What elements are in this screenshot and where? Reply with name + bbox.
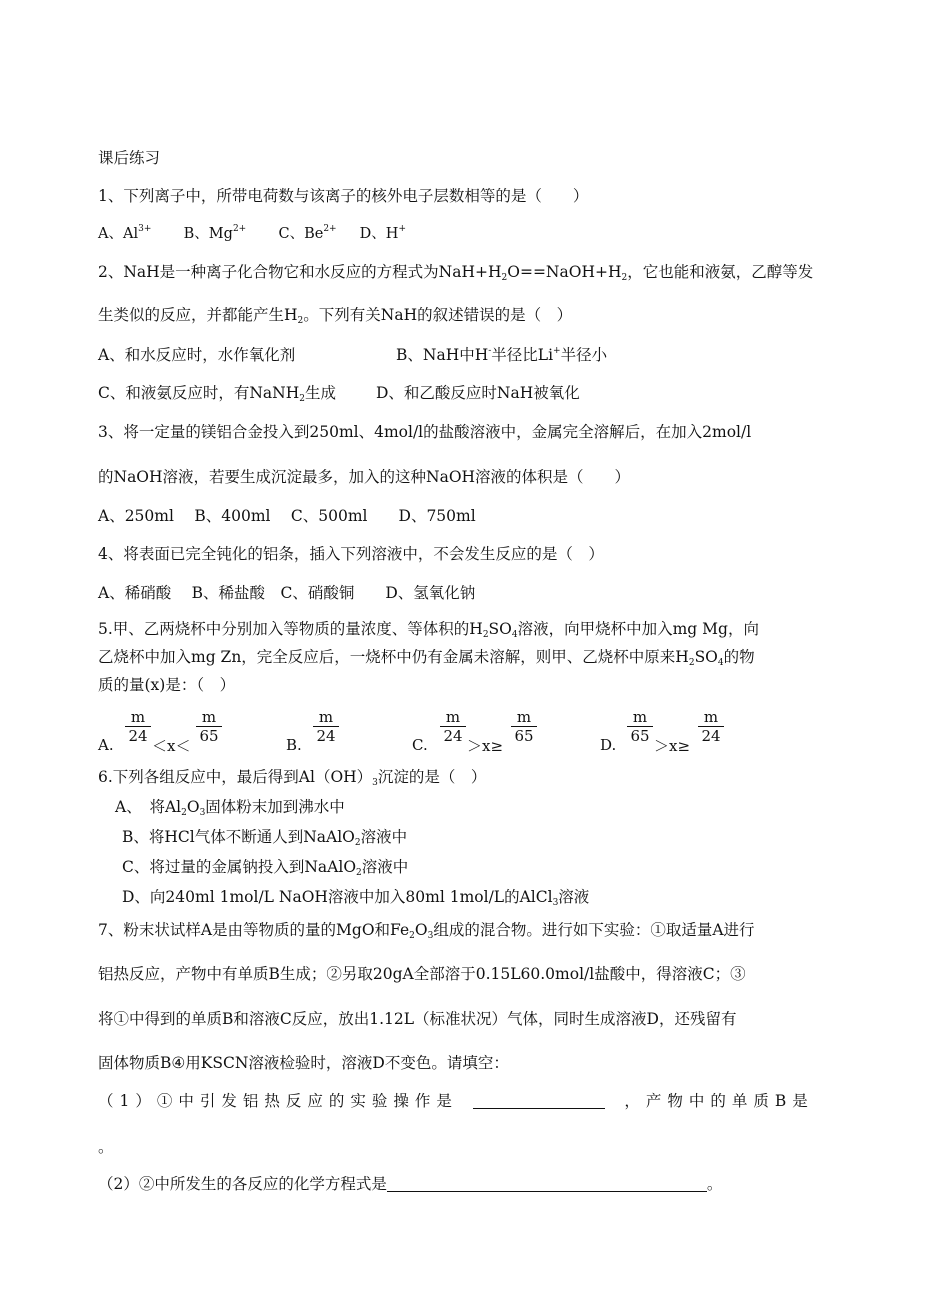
question-7-line-3: 将①中得到的单质B和溶液C反应，放出1.12L（标准状况）气体，同时生成溶液D，还残留有 (98, 1010, 737, 1028)
q5-option-b-fraction: $\frac{m}{24}$ (313, 708, 339, 745)
question-7-part-2: （2）②中所发生的各反应的化学方程式是 。 (98, 1175, 723, 1193)
question-5-line-3: 质的量(x)是：（ ） (98, 676, 236, 694)
question-7-line-1: 7、粉末状试样A是由等物质的量的MgO和$Fe_2O_3$组成的混合物。进行如下实验：①取适量A进行 (98, 921, 755, 941)
q5-option-c-label: C. (412, 736, 428, 754)
question-7-part-1-end: 。 (98, 1138, 114, 1156)
q5-option-d-fraction-1: $\frac{m}{65}$ (627, 708, 653, 745)
q5-option-d-label: D. (600, 736, 617, 754)
q6-option-c: C、将过量的金属钠投入到NaAlO$_2$溶液中 (122, 858, 409, 878)
question-1-options (98, 222, 406, 243)
q5-option-d-relation: ＞x≥ (654, 737, 691, 755)
q2-option-d: D、和乙酸反应时NaH被氧化 (376, 384, 580, 402)
question-5-line-2: 乙烧杯中加入mg Zn，完全反应后，一烧杯中仍有金属未溶解，则甲、乙烧杯中原来$H_2SO_4$的物 (98, 648, 755, 668)
question-5-line-1: 5.甲、乙两烧杯中分别加入等物质的量浓度、等体积的$H_2SO_4$溶液，向甲烧杯中加入mg Mg，向 (98, 620, 759, 640)
q5-option-c-fraction-1: $\frac{m}{24}$ (440, 708, 466, 745)
question-3-line-2: 的NaOH溶液，若要生成沉淀最多，加入的这种NaOH溶液的体积是（ ） (98, 468, 631, 486)
question-7-line-2: 铝热反应，产物中有单质B生成；②另取20gA全部溶于0.15L60.0mol/l盐酸中，得溶液C；③ (98, 965, 746, 983)
q5-option-a-relation: ＜x＜ (152, 737, 191, 755)
q5-option-c-fraction-2: $\frac{m}{65}$ (511, 708, 537, 745)
q1-option-a: A、$Al^{3+}$ (98, 224, 152, 242)
question-2-line-2: 生类似的反应，并都能产生$H_2$。下列有关NaH的叙述错误的是（ ） (98, 306, 573, 326)
q1-option-d: D、H+ (359, 224, 406, 242)
q5-option-b-label: B. (286, 736, 302, 754)
question-7-part-1: （1）①中引发铝热反应的实验操作是 ，产物中的单质B是 (98, 1092, 814, 1110)
q1-option-c: C、$Be^{2+}$ (278, 224, 337, 242)
part-1-answer-blank[interactable] (473, 1092, 605, 1109)
q2-option-b: B、NaH中H-半径比Li+半径小 (396, 346, 608, 364)
q6-option-a: A、 将$Al_2O_3$固体粉末加到沸水中 (115, 798, 345, 818)
page-title: 课后练习 (98, 149, 161, 167)
question-3-line-1: 3、将一定量的镁铝合金投入到250ml、4mol/l的盐酸溶液中，金属完全溶解后，在加入2mol/l (98, 423, 752, 441)
question-2-line-1: 2、NaH是一种离子化合物它和水反应的方程式为$NaH+H_2O==NaOH+H_2$，它也能和液氨，乙醇等发 (98, 263, 814, 283)
part-2-answer-blank[interactable] (387, 1175, 707, 1192)
question-6-stem: 6.下列各组反应中，最后得到$Al(OH)_3$沉淀的是（ ） (98, 768, 487, 788)
q1-option-b: B、$Mg^{2+}$ (183, 224, 247, 242)
q6-option-d: D、向240ml 1mol/L NaOH溶液中加入80ml 1mol/L的AlCl$_3$溶液 (122, 888, 590, 908)
q5-option-a-label: A. (98, 736, 114, 754)
q6-option-b: B、将HCl气体不断通人到NaAlO$_2$溶液中 (122, 828, 408, 848)
q5-option-d-fraction-2: $\frac{m}{24}$ (698, 708, 724, 745)
question-7-line-4: 固体物质B④用KSCN溶液检验时，溶液D不变色。请填空： (98, 1054, 509, 1072)
question-4-options: A、稀硝酸 B、稀盐酸 C、硝酸铜 D、氢氧化钠 (98, 584, 476, 602)
q5-option-c-relation: ＞x≥ (467, 737, 504, 755)
q2-option-a: A、和水反应时，水作氧化剂 (98, 346, 296, 364)
question-1-stem: 1、下列离子中，所带电荷数与该离子的核外电子层数相等的是（ ） (98, 187, 589, 205)
question-4-stem: 4、将表面已完全钝化的铝条，插入下列溶液中，不会发生反应的是（ ） (98, 545, 604, 563)
question-3-options: A、250ml B、400ml C、500ml D、750ml (98, 507, 476, 525)
q5-option-a-fraction-2: $\frac{m}{65}$ (196, 708, 222, 745)
q2-option-c: C、和液氨反应时，有NaNH$_2$生成 (98, 384, 336, 404)
q5-option-a-fraction-1: $\frac{m}{24}$ (125, 708, 151, 745)
